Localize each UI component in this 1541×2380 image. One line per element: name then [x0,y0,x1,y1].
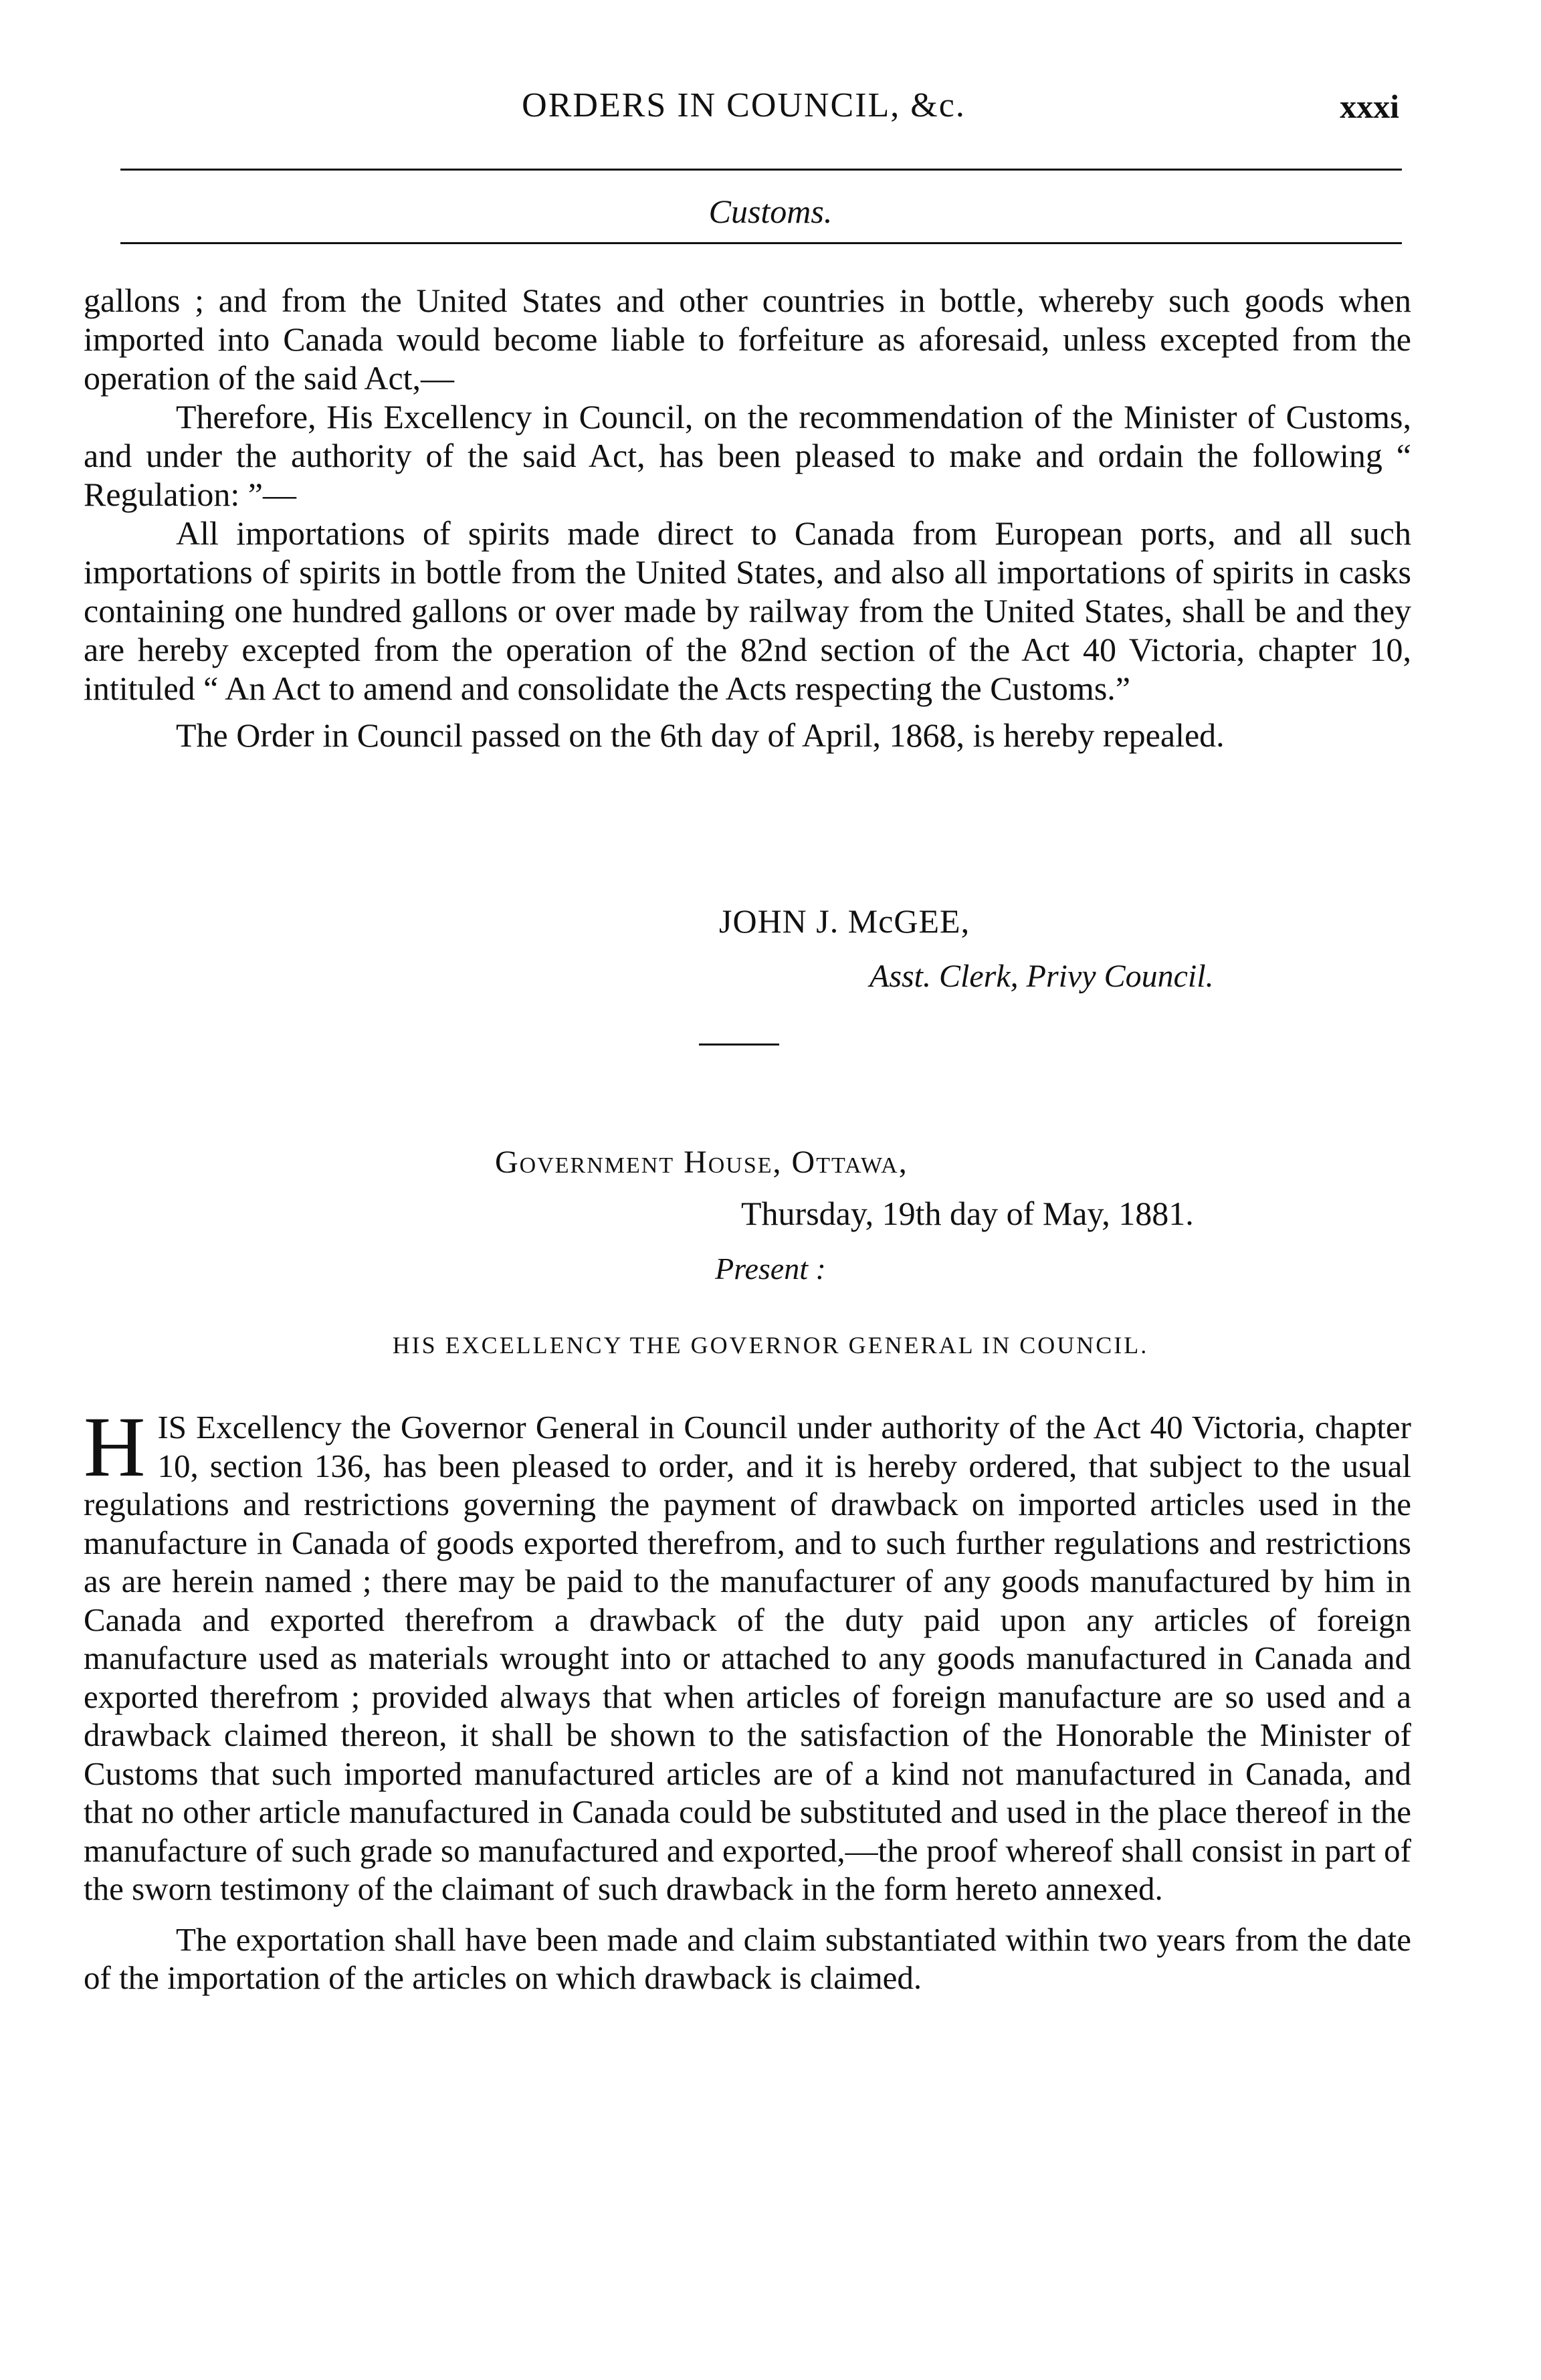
order-one-text [84,281,1411,755]
signature-name: JOHN J. McGEE, [719,902,970,940]
drawback-paragraph [84,1399,1411,1908]
running-title: ORDERS IN COUNCIL, &c. [522,86,966,124]
section-divider [699,1044,779,1046]
page-number: xxxi [1340,88,1399,125]
drop-cap: H [84,1399,146,1494]
signature-title: Asst. Clerk, Privy Council. [869,959,1214,994]
drawback-body: IS Excellency the Governor General in Council under authority of the Act 40 Victoria, chapter 10, section 136, has been pleased to order, and it is hereby ordered, that subject to the usual regulations and restrictions governing the payment of drawback on imported articles used in the manufacture in Canada of goods exported therefrom, and to such further regulations and restrictions as are herein named ; there may be paid to the manufacturer of any goods manufactured by him in Canada and exported therefrom a drawback of the duty paid upon any articles of foreign manufacture used as materials wrought into or attached to any goods manufactured in Canada and exported therefrom ; provided always that when articles of foreign manufacture are so used and a drawback claimed thereon, it shall be shown to the satisfaction of the Honorable the Minister of Customs that such imported manufactured articles are of a kind not manufactured in Canada, and that no other article manufactured in Canada could be substituted and used in the place thereof in the manufacture of such grade so manufactured and exported,—the proof whereof shall consist in part of the sworn testimony of the claimant of such drawback in the form hereto annexed. [84,1409,1411,1907]
header-rule-bottom [120,242,1402,244]
exportation-paragraph: The exportation shall have been made and claim substantiated within two years from the date of the importation of the articles on which drawback is claimed. [84,1920,1411,1996]
section-title: Customs. [708,193,833,230]
header-rule-top [120,169,1402,171]
therefore-paragraph: Therefore, His Excellency in Council, on the recommendation of the Minister of Customs, and under the authority of the said Act, has been pleased to make and ordain the following “ Regulation: ”— [84,398,1411,513]
order-two-text [84,1399,1411,1997]
present-label: Present : [715,1252,826,1286]
council-heading: HIS EXCELLENCY THE GOVERNOR GENERAL IN COUNCIL. [392,1332,1149,1359]
regulation-paragraph: All importations of spirits made direct to Canada from European ports, and all such importations of spirits in bottle from the United States, and also all importations of spirits in casks containing one hundred gallons or over made by railway from the United States, shall be and they are hereby excepted from the operation of the 82nd section of the Act 40 Victoria, chapter 10, intituled “ An Act to amend and consolidate the Acts respecting the Customs.” [84,514,1411,707]
date-line: Thursday, 19th day of May, 1881. [741,1195,1194,1232]
repeal-paragraph: The Order in Council passed on the 6th day of April, 1868, is hereby repealed. [176,716,1225,754]
running-header [88,86,1399,126]
opening-paragraph: gallons ; and from the United States and other countries in bottle, whereby such goods when imported into Canada would become liable to forfeiture as aforesaid, unless excepted from the operation of the said Act,— [84,282,1411,397]
place-line: Government House, Ottawa, [495,1145,908,1180]
